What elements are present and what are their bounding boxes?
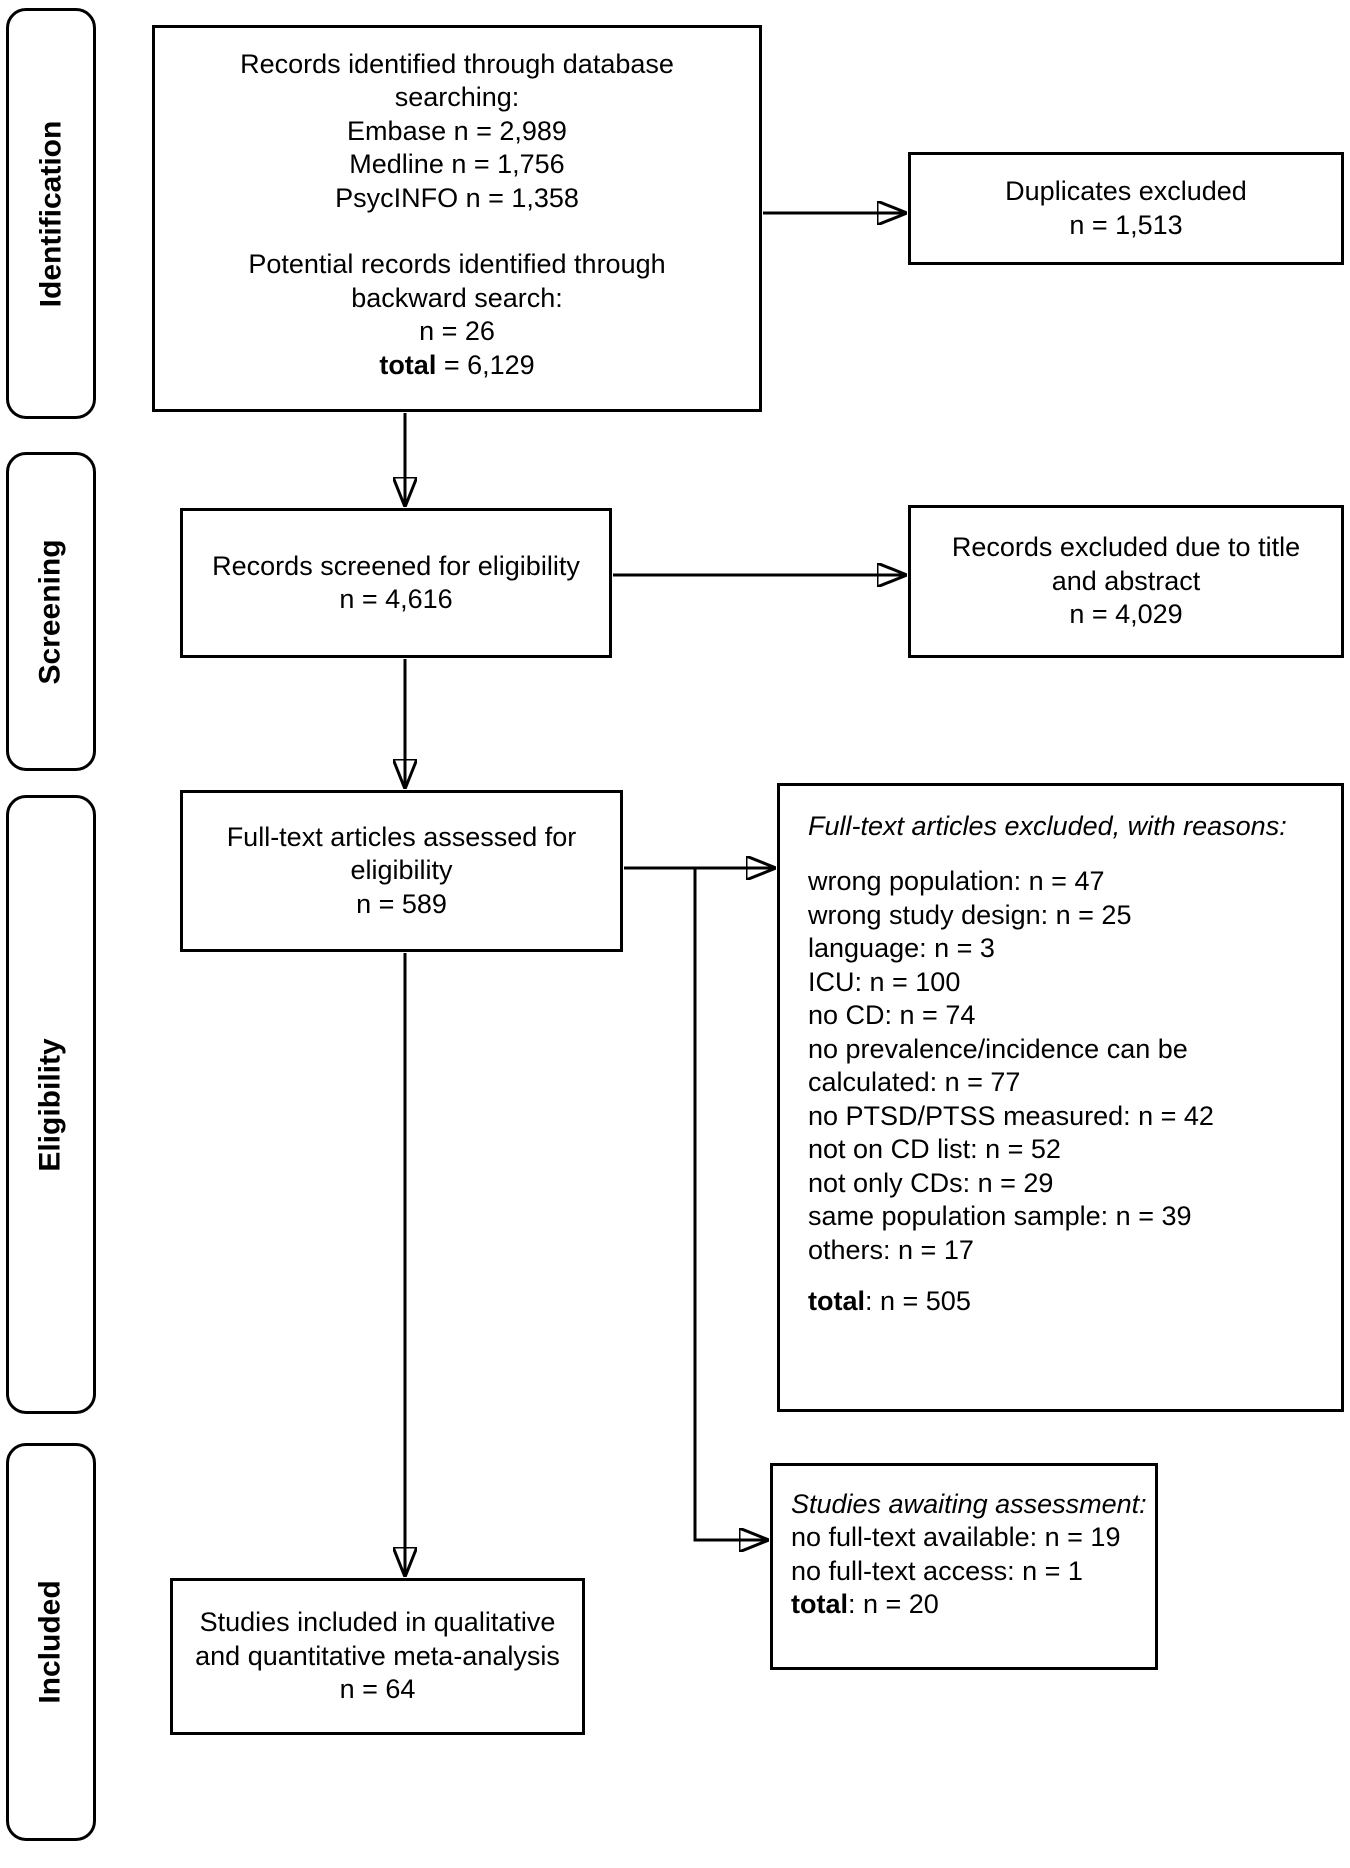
- fulltext-assessed-count: n = 589: [356, 888, 447, 919]
- studies-awaiting-heading: Studies awaiting assessment:: [791, 1489, 1147, 1519]
- awaiting-item: no full-text available: n = 19: [791, 1522, 1121, 1553]
- duplicates-excluded-label: Duplicates excluded: [1005, 176, 1247, 207]
- stage-label-eligibility: Eligibility: [34, 1037, 68, 1172]
- fulltext-assessed-label: Full-text articles assessed for eligibility: [226, 821, 577, 886]
- records-identified-source: Embase n = 2,989: [347, 115, 567, 146]
- exclusion-reason: wrong population: n = 47: [808, 866, 1105, 897]
- total-value: : n = 20: [848, 1589, 939, 1620]
- box-fulltext-excluded-reasons: [777, 783, 1344, 1412]
- stage-rail-screening: [6, 452, 96, 771]
- total-label: total: [379, 349, 437, 380]
- awaiting-item: no full-text access: n = 1: [791, 1555, 1083, 1586]
- box-studies-included: [170, 1578, 585, 1735]
- box-fulltext-assessed: [180, 790, 623, 952]
- studies-included-label: Studies included in qualitative and quantitative meta-analysis: [195, 1607, 560, 1671]
- box-records-identified: [152, 25, 762, 412]
- box-studies-awaiting: [770, 1463, 1158, 1670]
- arrow-fulltext-to-awaiting: [695, 868, 767, 1540]
- exclusion-reason: no PTSD/PTSS measured: n = 42: [808, 1100, 1214, 1131]
- backward-search-count: n = 26: [419, 316, 495, 347]
- exclusion-reason: language: n = 3: [808, 933, 995, 964]
- stage-label-identification: Identification: [34, 120, 68, 307]
- exclusion-reason: same population sample: n = 39: [808, 1201, 1192, 1232]
- exclusion-reason: no prevalence/incidence can be calculated: n = 77: [808, 1033, 1188, 1098]
- records-excluded-count: n = 4,029: [1069, 599, 1183, 630]
- box-records-screened: [180, 508, 612, 658]
- exclusion-reason: not only CDs: n = 29: [808, 1167, 1054, 1198]
- exclusion-reason: no CD: n = 74: [808, 1000, 976, 1031]
- total-value: : n = 505: [865, 1286, 971, 1317]
- stage-rail-identification: [6, 8, 96, 419]
- awaiting-total: [791, 1588, 1147, 1621]
- exclusion-reason: others: n = 17: [808, 1234, 974, 1265]
- records-screened-count: n = 4,616: [339, 584, 453, 614]
- records-screened-label: Records screened for eligibility: [212, 550, 580, 581]
- total-label: total: [808, 1286, 865, 1317]
- studies-included-count: n = 64: [339, 1674, 416, 1705]
- fulltext-excluded-heading: Full-text articles excluded, with reasons:: [808, 811, 1287, 841]
- duplicates-excluded-count: n = 1,513: [1069, 209, 1183, 240]
- exclusion-reason: wrong study design: n = 25: [808, 899, 1132, 930]
- exclusion-reason: not on CD list: n = 52: [808, 1134, 1061, 1165]
- stage-rail-included: [6, 1443, 96, 1841]
- records-identified-source: Medline n = 1,756: [349, 149, 565, 180]
- stage-label-screening: Screening: [34, 538, 67, 685]
- exclusion-total: [808, 1285, 1321, 1318]
- box-records-excluded-title-abstract: [908, 505, 1344, 658]
- stage-rail-eligibility: [6, 795, 96, 1414]
- total-value: = 6,129: [436, 349, 535, 380]
- records-identified-source: PsycINFO n = 1,358: [335, 182, 579, 213]
- exclusion-reason-list: [808, 865, 1321, 1267]
- box-duplicates-excluded: [908, 152, 1344, 265]
- exclusion-reason: ICU: n = 100: [808, 966, 961, 997]
- identified-total: [197, 349, 717, 382]
- records-excluded-label: Records excluded due to title and abstract: [951, 532, 1301, 596]
- records-identified-heading: Records identified through database searching:: [240, 49, 674, 113]
- stage-label-included: Included: [34, 1580, 67, 1704]
- total-label: total: [791, 1589, 848, 1620]
- backward-search-heading: Potential records identified through backward search:: [248, 249, 666, 313]
